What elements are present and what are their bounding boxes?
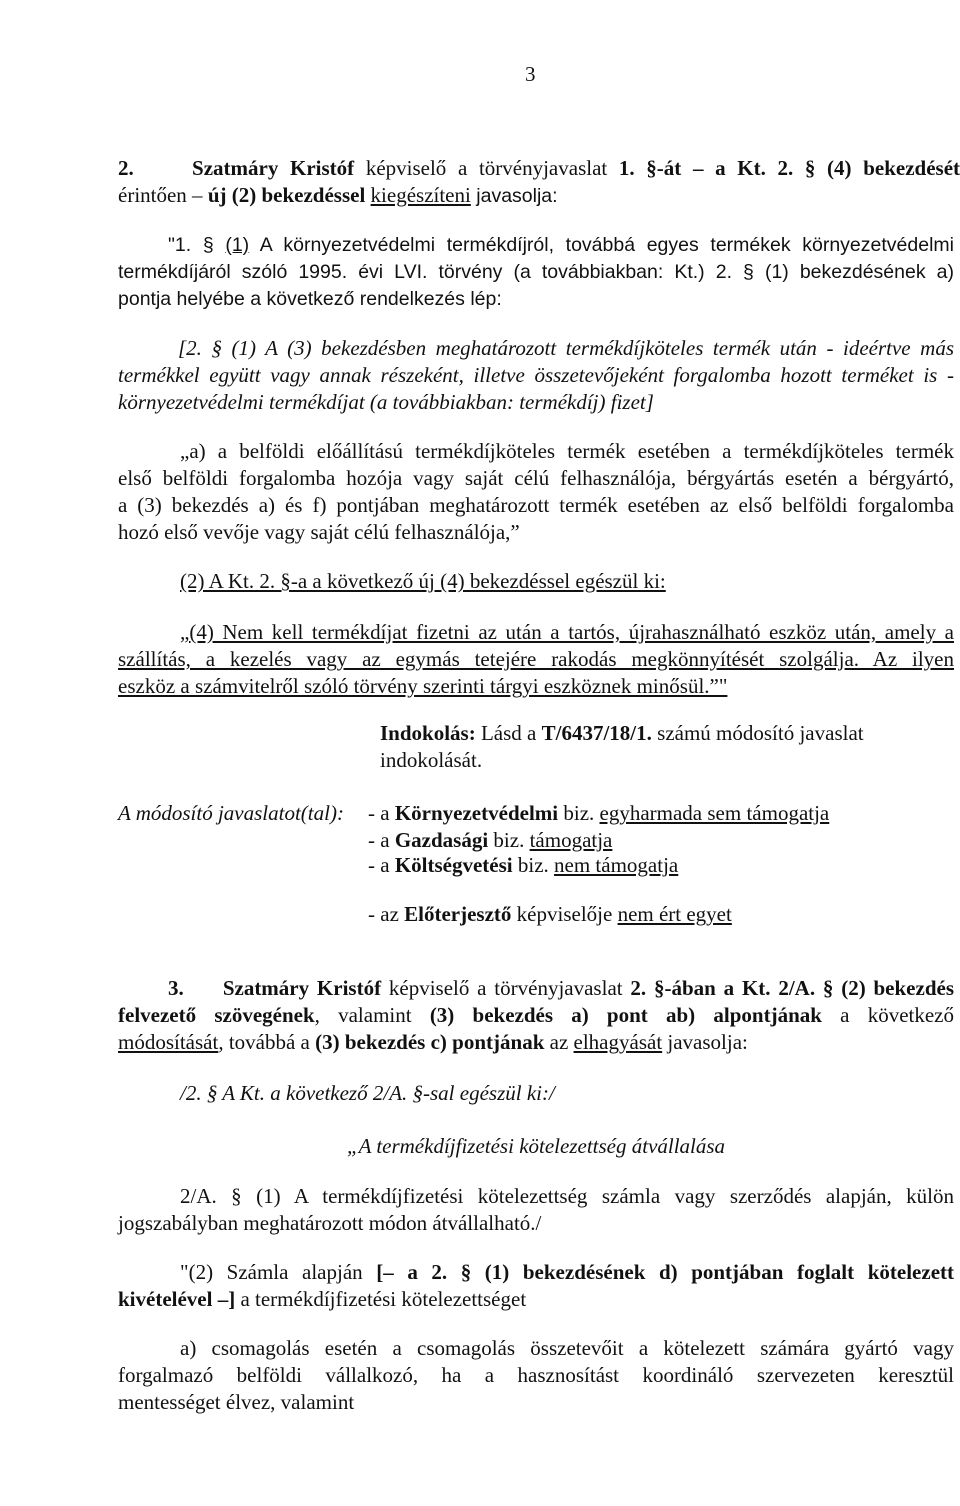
italic-line-2: termékkel együtt vagy annak részeként, illetve összetevőjeként forgalomba hozott terméket is - [118,363,954,387]
section-3-text-5: javasolja: [662,1030,748,1054]
para-2-text-2: a termékdíjfizetési kötelezettséget [235,1287,527,1311]
support-position: nem támogatja [554,853,679,877]
committee-name: Költségvetési [394,853,513,877]
amend1-para-num: (1) [225,234,250,256]
para-2a-line-1: 2/A. § (1) A termékdíjfizetési kötelezettség számla vagy szerződés alapján, külön [180,1184,954,1208]
section-3-text: képviselő a törvényjavaslat [381,976,631,1000]
section-2-mp-name: Szatmáry Kristóf [192,156,355,180]
para-2-line-2 [118,1286,960,1312]
indoklas-text-2: számú módosító javaslat [651,721,864,745]
italic-instruction: /2. § A Kt. a következő 2/A. §-sal egészül ki:/ [180,1081,555,1105]
committee-name: Gazdasági [394,828,489,852]
section-2-line-2 [118,182,960,209]
kt-2-paragraph: (2) A Kt. 2. §-a a következő új (4) bekezdéssel egészül ki: [180,569,666,593]
section-2-ref: 1. §-át – a Kt. 2. § (4) bekezdését [618,156,960,180]
point-a-line-1: „a) a belföldi előállítású termékdíjköteles termék esetében a termékdíjköteles termék [180,439,954,463]
point-a-line-4: hozó első vevője vagy saját célú felhasználója,” [118,520,520,544]
section-3-underlined-1: módosítását [118,1030,219,1054]
section-2-underlined: kiegészíteni [370,183,471,207]
section-3-line-2 [118,1002,954,1028]
indoklas-ref: T/6437/18/1. [541,721,652,745]
support-row [368,852,928,878]
para-2-bold: [– a 2. § (1) bekezdésének d) pontjában foglalt kötelezett [376,1260,954,1284]
support-row-mid: képviselője [511,902,618,926]
section-3-number: 3. [168,976,184,1000]
section-3-ref: 2. §-ában a Kt. 2/A. § (2) bekezdés [630,976,954,1000]
section-3-text-3: , továbbá a [218,1030,316,1054]
italic-line-3: környezetvédelmi termékdíjat (a továbbiakban: termékdíj) fizet] [118,390,654,414]
section-2-number: 2. [118,156,134,180]
indoklas-line-1 [380,720,940,746]
section-3-line-1 [168,975,954,1001]
support-row-mid: biz. [558,801,600,825]
section-2-text-a: érintően – [118,183,208,207]
section-3-text-2: a következő [821,1003,954,1027]
support-row-prefix: - a [368,801,395,825]
point-a2-line-3: mentességet élvez, valamint [118,1390,355,1414]
amend1-line-3: pontja helyébe a következő rendelkezés lép: [118,288,502,310]
section-3-line-3 [118,1029,960,1055]
para-2a-line-2: jogszabályban meghatározott módon átvállalható./ [118,1211,542,1235]
section-2-text-d: javasolja: [470,185,558,207]
support-position: támogatja [529,828,613,852]
section-2-text: képviselő a törvényjavaslat [354,156,619,180]
amend1-text: A környezetvédelmi termékdíjról, továbbá egyes termékek környezetvédelmi [249,234,954,256]
indoklas-line-2: indokolását. [380,748,483,772]
para-2-bold-2: kivételével –] [118,1287,236,1311]
section-3-bold-2: (3) bekezdés a) pont ab) alpontjának [429,1003,822,1027]
committee-name: Környezetvédelmi [394,801,559,825]
page-number: 3 [525,62,536,86]
indoklas-text: Lásd a [475,721,542,745]
para-2-line-1 [180,1259,954,1285]
section-3-bold-1: felvezető szövegének [118,1003,315,1027]
support-row-prefix: - az [368,902,405,926]
section-3-underlined-2: elhagyását [573,1030,663,1054]
para4-line-2: szállítás, a kezelés vagy az egymás tetejére rakodás megkönnyítését szolgálja. Az ilyen [118,647,954,671]
para4-line-1: „(4) Nem kell termékdíjat fizetni az után a tartós, újrahasználható eszköz után, amely a [180,620,954,644]
section-3-bold-3: (3) bekezdés c) pontjának [315,1030,545,1054]
italic-line-1: [2. § (1) A (3) bekezdésben meghatározott termékdíjköteles termék után - ideértve más [178,336,954,360]
amend1-line-2: termékdíjáról szóló 1995. évi LVI. törvény (a továbbiakban: Kt.) 2. § (1) bekezdésének a) [118,261,954,283]
support-row-mid: biz. [488,828,530,852]
para4-line-3: eszköz a számvitelről szóló törvény szerinti tárgyi eszköznek minősül.”" [118,674,728,698]
amend1-prefix: "1. § [168,234,226,256]
section-2-bold: új (2) bekezdéssel [207,183,366,207]
support-position: nem ért egyet [617,902,732,926]
support-row [368,800,928,826]
support-label: A módosító javaslatot(tal): [118,801,344,825]
support-row [368,827,928,853]
support-position: egyharmada sem támogatja [599,801,830,825]
point-a-line-2: első belföldi forgalomba hozója vagy saját célú felhasználója, bérgyártás esetén a bérgyártó, [118,466,954,490]
point-a-line-3: a (3) bekezdés a) és f) pontjában meghatározott termék esetében az első belföldi forgalomba [118,493,954,517]
section-2-line-1 [118,155,960,181]
point-a2-line-1: a) csomagolás esetén a csomagolás összetevőit a kötelezett számára gyártó vagy [180,1336,954,1360]
section-3-mp-name: Szatmáry Kristóf [222,976,382,1000]
section-heading: „A termékdíjfizetési kötelezettség átvállalása [346,1134,726,1158]
section-3-text-4: az [544,1030,574,1054]
para-2-text: "(2) Számla alapján [180,1260,377,1284]
indoklas-label: Indokolás: [380,721,476,745]
support-row-prefix: - a [368,853,395,877]
committee-name: Előterjesztő [404,902,512,926]
support-row [368,901,928,927]
amend1-line-1 [168,232,954,258]
point-a2-line-2: forgalmazó belföldi vállalkozó, ha a hasznosítást koordináló szervezeten keresztül [118,1363,954,1387]
section-3-text-1: , valamint [314,1003,430,1027]
support-row-mid: biz. [512,853,555,877]
support-row-prefix: - a [368,828,395,852]
